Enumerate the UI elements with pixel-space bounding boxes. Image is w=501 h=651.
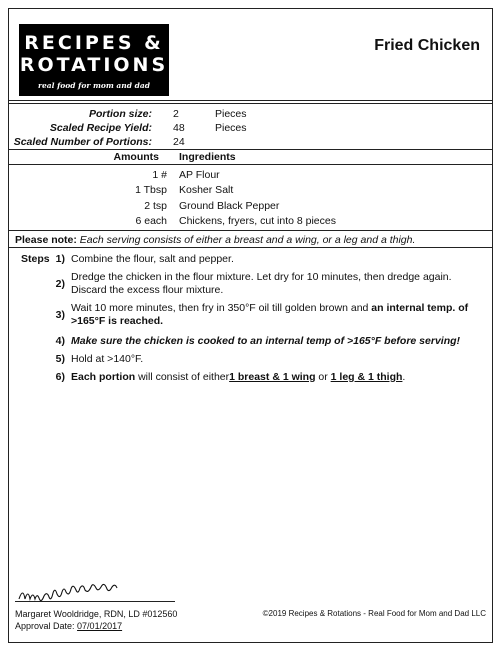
ingredient-amount: 2 tsp <box>144 200 167 212</box>
divider <box>9 100 492 101</box>
step-number: 5) <box>55 353 65 365</box>
step-text-underlined: 1 breast & 1 wing <box>229 371 316 383</box>
divider <box>9 230 492 231</box>
step-number: 3) <box>55 308 65 321</box>
step-item <box>43 271 483 297</box>
yield-unit: Pieces <box>215 122 247 134</box>
step-text-part: Wait 10 more minutes, then fry in 350°F oil till golden brown and <box>71 302 372 314</box>
portion-size-value: 2 <box>173 108 179 120</box>
serving-note <box>15 234 415 246</box>
copyright-notice: ©2019 Recipes & Rotations - Real Food for Mom and Dad LLC <box>262 609 486 618</box>
steps-label: Steps <box>21 253 50 265</box>
portion-size-label: Portion size: <box>88 108 152 120</box>
ingredient-name: AP Flour <box>179 169 220 181</box>
step-text-part: . <box>402 371 406 383</box>
portions-value: 24 <box>173 136 185 148</box>
divider <box>9 149 492 150</box>
step-number: 4) <box>55 335 65 347</box>
step-item <box>43 353 483 366</box>
amounts-header: Amounts <box>113 151 159 163</box>
step-item <box>43 253 483 266</box>
ingredient-name: Ground Black Pepper <box>179 200 280 212</box>
ingredient-name: Chickens, fryers, cut into 8 pieces <box>179 215 336 227</box>
step-text-part: will consist of either <box>135 371 230 383</box>
yield-value: 48 <box>173 122 185 134</box>
step-text-part: or <box>315 371 331 383</box>
ingredient-amount: 1 Tbsp <box>135 184 167 196</box>
approval-label: Approval Date: <box>15 621 78 631</box>
portion-size-unit: Pieces <box>215 108 247 120</box>
step-text: Hold at >140°F. <box>71 353 144 365</box>
step-number: 6) <box>55 371 65 383</box>
divider <box>9 103 492 104</box>
step-item <box>43 335 483 348</box>
ingredient-amount: 6 each <box>135 215 167 227</box>
step-text: Make sure the chicken is cooked to an internal temp of >165°F before serving! <box>71 335 461 347</box>
portions-label: Scaled Number of Portions: <box>13 136 152 148</box>
recipe-title: Fried Chicken <box>374 37 480 54</box>
brand-logo <box>19 24 169 96</box>
step-text: Combine the flour, salt and pepper. <box>71 253 234 265</box>
step-text <box>71 371 483 384</box>
step-text-underlined: 1 leg & 1 thigh <box>330 371 403 383</box>
divider <box>9 164 492 165</box>
approval-date <box>15 621 122 631</box>
ingredient-name: Kosher Salt <box>179 184 234 196</box>
step-text <box>71 302 483 328</box>
ingredients-header: Ingredients <box>179 151 236 163</box>
step-text-bold: Each portion <box>71 371 136 383</box>
signature-line <box>15 601 175 602</box>
step-number: 1) <box>55 253 65 265</box>
ingredient-amount: 1 # <box>152 169 167 181</box>
step-text-bold: an internal temp. of >165°F is reached. <box>71 302 469 327</box>
logo-line-1: RECIPES & <box>24 32 164 54</box>
note-label: Please note: <box>15 234 77 246</box>
logo-tagline: real food for mom and dad <box>38 81 150 90</box>
step-item <box>43 371 483 384</box>
note-text: Each serving consists of either a breast and a wing, or a leg and a thigh. <box>79 234 416 246</box>
step-text: Dredge the chicken in the flour mixture. Let dry for 10 minutes, then dredge again. Discard the excess flour mixture. <box>71 271 452 296</box>
approval-date-value: 07/01/2017 <box>77 621 123 631</box>
yield-label: Scaled Recipe Yield: <box>49 122 152 134</box>
logo-line-2: ROTATIONS <box>19 54 169 76</box>
author-credit: Margaret Wooldridge, RDN, LD #012560 <box>15 609 178 619</box>
recipe-page <box>8 8 493 643</box>
divider <box>9 247 492 248</box>
step-item <box>43 302 483 328</box>
step-number: 2) <box>55 277 65 290</box>
